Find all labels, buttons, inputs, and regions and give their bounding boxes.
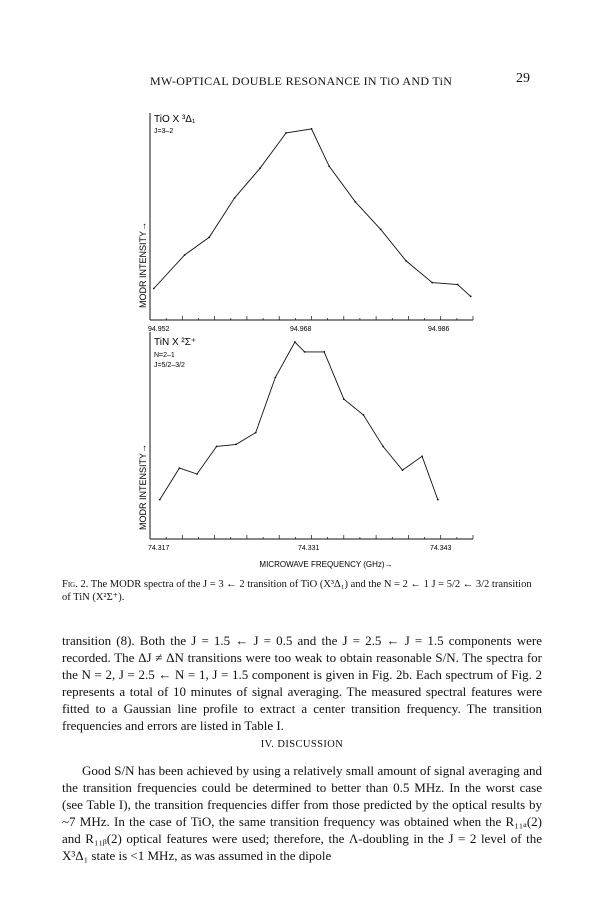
panel-b-data-point (382, 446, 384, 448)
paragraph-2: Good S/N has been achieved by using a relatively small amount of signal averaging and the transition frequencies could be determined to better than 0.5 MHz. In the worst case (see Table I), the transition frequencies differ from those predicted by the optical results by ~7 MHz. In the case of TiO, the same transition frequency was obtained when the R₁₁ₐ(2) and R₁₁ᵦ(2) optical features were used; therefore, the Λ-doubling in the J = 2 level of the X³Δ₁ state is <1 MHz, as was assumed in the dipole (62, 763, 542, 863)
panel-a-ticks (150, 316, 473, 320)
panel-b-data-point (437, 499, 439, 501)
panel-a-data-point (354, 201, 356, 203)
paragraph-1: transition (8). Both the J = 1.5 ← J = 0.5 and the J = 2.5 ← J = 1.5 components were recorded. The ΔJ ≠ ΔN transitions were too weak to obtain reasonable S/N. The spectra for the N = 2, J = 2.5 ← N = 1, J = 1.5 component is given in Fig. 2b. Each spectrum of Fig. 2 represents a total of 10 minutes of signal averaging. The measured spectral features were fitted to a Gaussian line profile to extract a center transition frequency. The transition frequencies and errors are listed in Table I. (62, 633, 542, 733)
panel-b-data-point (363, 414, 365, 416)
panel-b-data-point (304, 351, 306, 353)
panel-b-data-point (159, 499, 161, 501)
paragraph-1-block (62, 632, 542, 734)
panel-a (138, 113, 473, 333)
panel-a-data-point (208, 236, 210, 238)
panel-b-data-point (235, 444, 237, 446)
page-number: 29 (516, 71, 530, 86)
figure-caption (62, 578, 542, 604)
caption-text: The MODR spectra of the J = 3 ← 2 transition of TiO (X³Δ₁) and the N = 2 ← 1 J = 5/2 ← 3/2 transition of TiN (X²Σ⁺). (62, 579, 532, 603)
panel-a-data-point (153, 288, 155, 290)
panel-a-series-line (154, 129, 471, 297)
panel-b-data-point (216, 446, 218, 448)
panel-b-xtick-2: 74.331 (298, 545, 320, 552)
panel-a-xtick-2: 94.968 (290, 326, 312, 333)
panel-b-xtick-3: 74.343 (430, 545, 452, 552)
panel-b-sublabel-1: N=2–1 (154, 352, 175, 359)
panel-b-data-point (255, 432, 257, 434)
panel-a-data-point (457, 284, 459, 286)
panel-a-sublabel: J=3–2 (154, 128, 174, 135)
panel-b-data-point (421, 455, 423, 457)
panel-b-ticks (150, 535, 473, 539)
panel-a-xtick-1: 94.952 (148, 326, 170, 333)
caption-label: Fig. 2. (62, 579, 89, 590)
panel-a-data-point (328, 165, 330, 167)
panel-a-ylabel: MODR INTENSITY→ (138, 221, 148, 309)
panel-a-data-point (380, 229, 382, 231)
panel-a-xtick-3: 94.986 (428, 326, 450, 333)
figure-2 (0, 95, 604, 575)
panel-a-data-point (184, 254, 186, 256)
panel-b-data-point (196, 473, 198, 475)
panel-b-data-point (402, 469, 404, 471)
panel-a-label: TiO X ³Δ₁ (154, 114, 196, 125)
panel-b-data-point (343, 398, 345, 400)
panel-a-data-point (234, 197, 236, 199)
panel-b-ylabel: MODR INTENSITY→ (138, 443, 148, 531)
panel-b-data-point (274, 377, 276, 379)
panel-b (138, 332, 473, 552)
panel-a-data-point (405, 260, 407, 262)
panel-a-data-point (470, 296, 472, 298)
figure-xlabel: MICROWAVE FREQUENCY (GHz)→ (259, 560, 393, 569)
running-head: MW-OPTICAL DOUBLE RESONANCE IN TiO AND TiN (150, 74, 453, 88)
panel-b-data-point (179, 467, 181, 469)
panel-a-data-point (431, 282, 433, 284)
panel-a-data-point (311, 128, 313, 130)
panel-b-data-point (294, 341, 296, 343)
section-heading: IV. DISCUSSION (260, 739, 344, 750)
panel-b-points (159, 341, 439, 500)
panel-b-series-line (160, 342, 438, 500)
panel-b-label: TiN X ²Σ⁺ (154, 337, 197, 348)
panel-a-data-point (259, 167, 261, 169)
panel-a-points (153, 128, 472, 297)
panel-b-xtick-1: 74.317 (148, 545, 170, 552)
panel-b-sublabel-2: J=5/2–3/2 (154, 362, 185, 369)
paragraph-2-block (62, 762, 542, 864)
panel-a-data-point (285, 132, 287, 134)
panel-b-data-point (323, 351, 325, 353)
